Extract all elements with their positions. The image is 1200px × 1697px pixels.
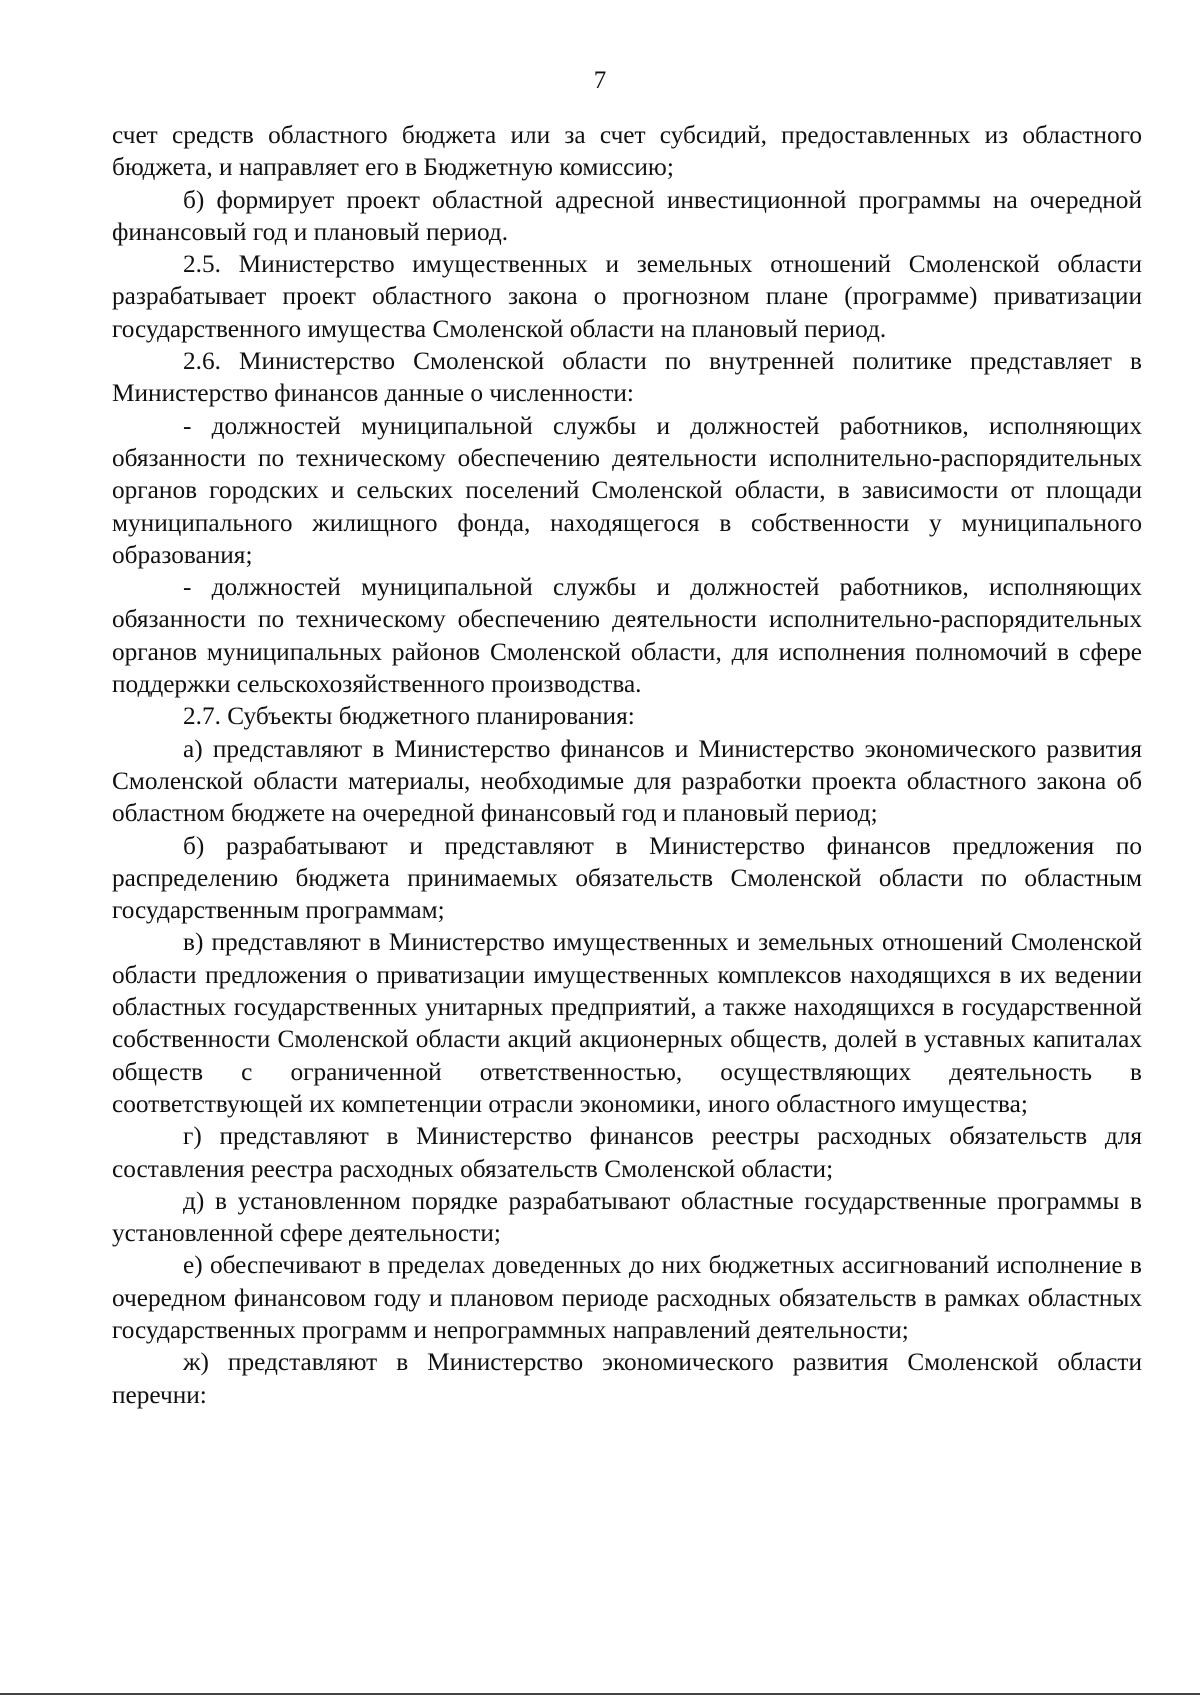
- document-body: [112, 119, 1142, 1411]
- paragraph-continuation: счет средств областного бюджета или за счет субсидий, предоставленных из областного бюджета, и направляет его в Бюджетную комиссию;: [112, 121, 1142, 182]
- paragraph-item-a: а) представляют в Министерство финансов и Министерство экономического развития Смоленской области материалы, необходимые для разработки проекта областного закона об областном бюджете на очередной финансовый год и плановый период;: [112, 734, 1142, 828]
- paragraph-2-5: 2.5. Министерство имущественных и земельных отношений Смоленской области разрабатывает проект областного закона о прогнозном плане (программе) приватизации государственного имущества Смоленской области на плановый период.: [112, 250, 1142, 343]
- paragraph-item-d: д) в установленном порядке разрабатывают областные государственные программы в установленной сфере деятельности;: [112, 1186, 1142, 1248]
- paragraph-2-7: 2.7. Субъекты бюджетного планирования:: [183, 702, 635, 731]
- paragraph-item-g: г) представляют в Министерство финансов реестры расходных обязательств для составления реестра расходных обязательств Смоленской области;: [112, 1122, 1142, 1183]
- paragraph-dash-districts: - должностей муниципальной службы и должностей работников, исполняющих обязанности по техническому обеспечению деятельности исполнительно-распорядительных органов муниципальных районов Смоленской области, для исполнения полномочий в сфере поддержки сельскохозяйственного производства.: [112, 573, 1142, 699]
- page-number: 7: [593, 67, 607, 94]
- paragraph-item-e: е) обеспечивают в пределах доведенных до них бюджетных ассигнований исполнение в очередном финансовом году и плановом периоде расходных обязательств в рамках областных государственных программ и непрограммных направлений деятельности;: [112, 1251, 1142, 1344]
- paragraph-item-v: в) представляют в Министерство имущественных и земельных отношений Смоленской области предложения о приватизации имущественных комплексов находящихся в их ведении областных государственных унитарных предприятий, а также находящихся в государственной собственности Смоленской области акций акционерных обществ, долей в уставных капиталах обществ с ограниченной ответственностью, осуществляющих деятельность в соответствующей их компетенции отрасли экономики, иного областного имущества;: [112, 928, 1142, 1118]
- paragraph-item-b-program: б) формирует проект областной адресной инвестиционной программы на очередной финансовый год и плановый период.: [112, 185, 1142, 246]
- paragraph-dash-settlements: - должностей муниципальной службы и должностей работников, исполняющих обязанности по техническому обеспечению деятельности исполнительно-распорядительных органов городских и сельских поселений Смоленской области, в зависимости от площади муниципального жилищного фонда, находящегося в собственности у муниципального образования;: [112, 411, 1142, 569]
- paragraph-2-6: 2.6. Министерство Смоленской области по внутренней политике представляет в Министерство финансов данные о численности:: [112, 347, 1142, 408]
- paragraph-item-zh: ж) представляют в Министерство экономического развития Смоленской области перечни:: [112, 1348, 1142, 1409]
- paragraph-item-b: б) разрабатывают и представляют в Министерство финансов предложения по распределению бюджета принимаемых обязательств Смоленской области по областным государственным программам;: [112, 831, 1142, 925]
- scan-edge-line: [0, 1693, 1200, 1695]
